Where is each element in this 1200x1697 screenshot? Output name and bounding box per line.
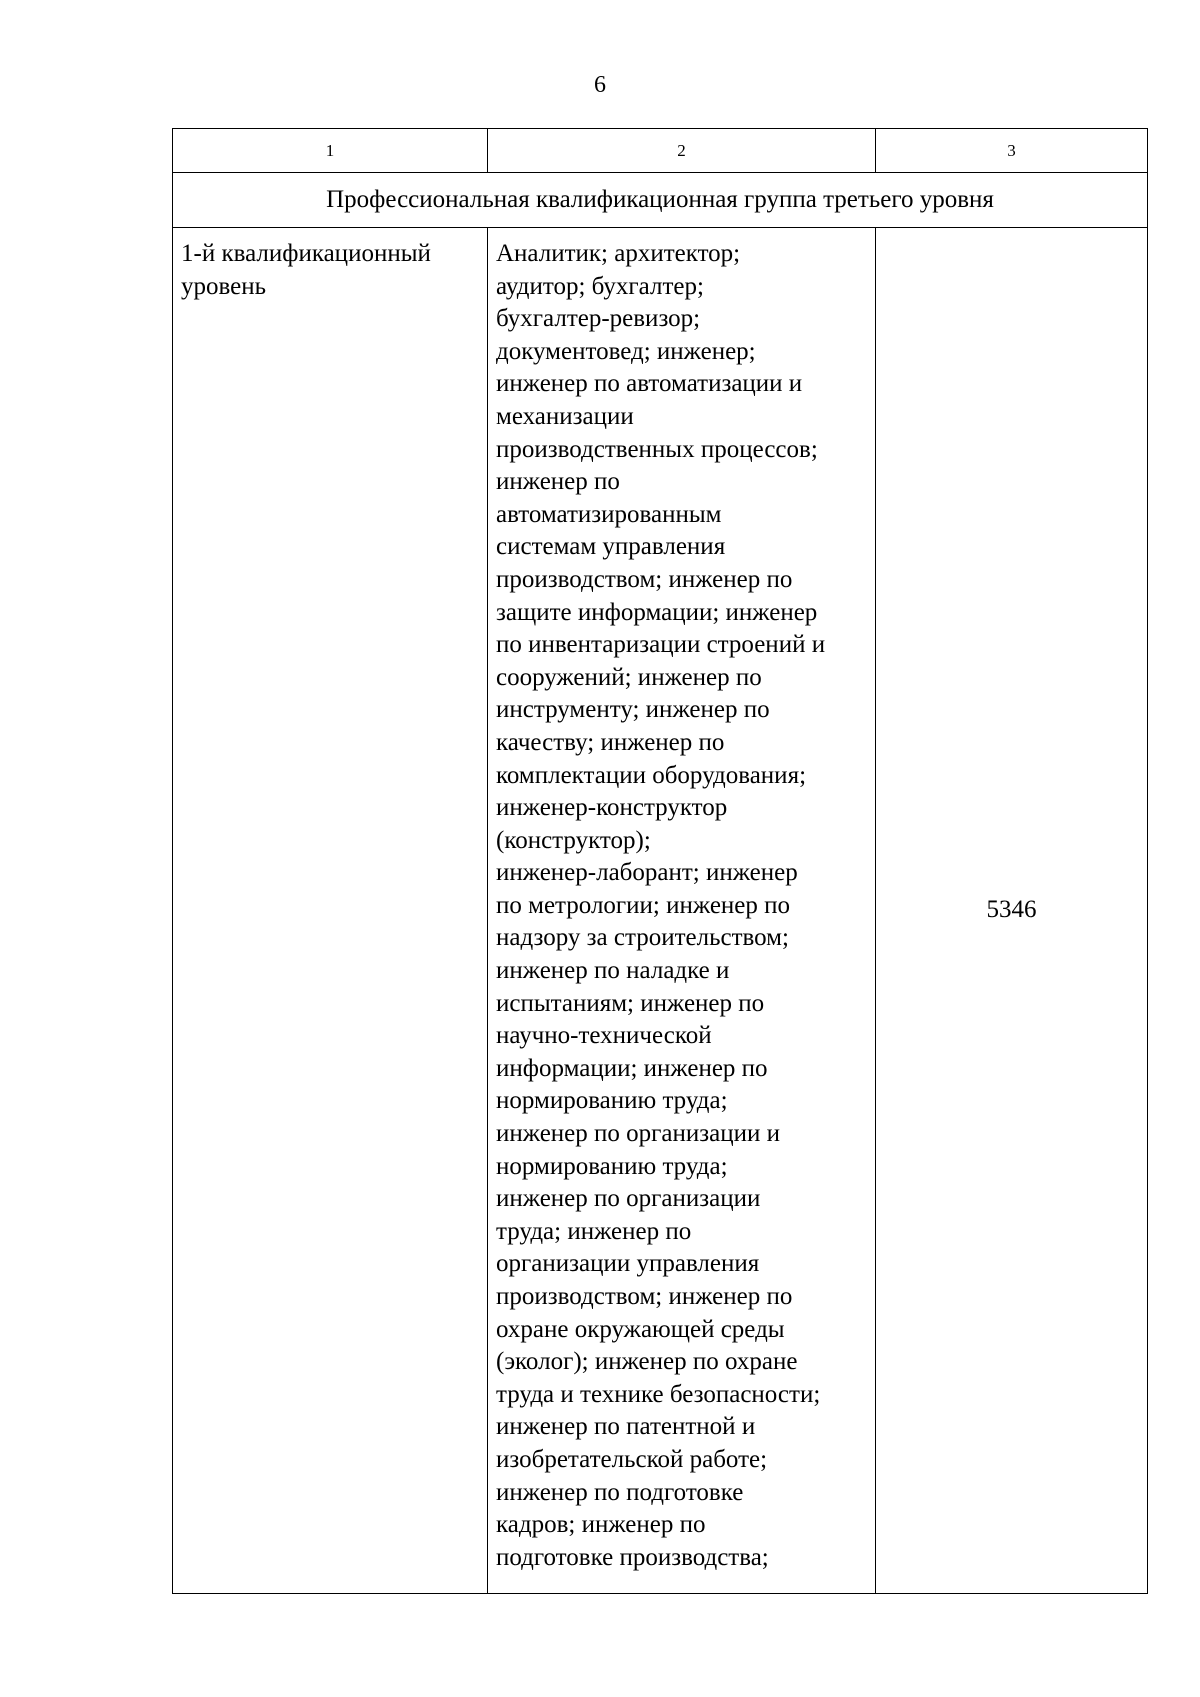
position-line: научно-технической <box>496 1022 712 1050</box>
position-line: инженер по подготовке <box>496 1478 744 1506</box>
position-line: инженер по организации <box>496 1185 761 1213</box>
position-line: аудитор; бухгалтер; <box>496 272 704 300</box>
position-line: труда; инженер по <box>496 1217 692 1245</box>
position-line: охране окружающей среды <box>496 1315 785 1343</box>
position-line: документовед; инженер; <box>496 337 756 365</box>
position-line: инженер-конструктор <box>496 794 728 822</box>
position-line: (конструктор); <box>496 826 651 854</box>
position-line: инженер по автоматизации и <box>496 370 803 398</box>
position-line: изобретательской работе; <box>496 1445 768 1473</box>
position-line: по инвентаризации строений и <box>496 631 826 659</box>
position-line: производством; инженер по <box>496 1283 793 1310</box>
position-line: инженер по организации и <box>496 1120 780 1148</box>
position-line: производством; инженер по <box>496 565 793 593</box>
positions-list <box>496 238 869 1574</box>
position-line: сооружений; инженер по <box>496 663 762 691</box>
qualification-level-cell: 1-й квалификационный уровень <box>173 228 488 1594</box>
qualification-table <box>172 128 1148 1594</box>
group-title: Профессиональная квалификационная группа третьего уровня <box>173 173 1148 228</box>
position-line: труда и технике безопасности; <box>496 1380 821 1408</box>
salary-cell: 5346 <box>876 228 1148 1594</box>
position-line: кадров; инженер по <box>496 1511 706 1539</box>
position-line: системам управления <box>496 533 726 561</box>
positions-cell <box>488 228 876 1594</box>
position-line: инженер-лаборант; инженер <box>496 859 798 887</box>
position-line: подготовке производства; <box>496 1543 769 1571</box>
position-line: информации; инженер по <box>496 1054 768 1082</box>
column-number-2: 2 <box>488 129 876 173</box>
position-line: по метрологии; инженер по <box>496 891 791 919</box>
position-line: инженер по наладке и <box>496 957 730 985</box>
position-line: механизации <box>496 402 634 430</box>
table-row <box>173 228 1148 1594</box>
position-line: нормированию труда; <box>496 1087 728 1115</box>
position-line: испытаниям; инженер по <box>496 989 765 1017</box>
position-line: организации управления <box>496 1250 760 1278</box>
position-line: инженер по патентной и <box>496 1413 756 1441</box>
page-number: 6 <box>594 72 606 98</box>
position-line: бухгалтер-ревизор; <box>496 305 701 333</box>
position-line: производственных процессов; <box>496 435 818 463</box>
column-number-3: 3 <box>876 129 1148 173</box>
position-line: инженер по <box>496 468 620 496</box>
position-line: качеству; инженер по <box>496 728 725 756</box>
position-line: защите информации; инженер <box>496 598 818 626</box>
position-line: (эколог); инженер по охране <box>496 1348 798 1376</box>
column-number-1: 1 <box>173 129 488 173</box>
group-title-row <box>173 173 1148 228</box>
position-line: надзору за строительством; <box>496 924 789 952</box>
position-line: нормированию труда; <box>496 1152 728 1180</box>
position-line: инструменту; инженер по <box>496 696 770 724</box>
column-number-row <box>173 129 1148 173</box>
position-line: комплектации оборудования; <box>496 761 807 789</box>
position-line: автоматизированным <box>496 500 722 528</box>
position-line: Аналитик; архитектор; <box>496 240 741 267</box>
